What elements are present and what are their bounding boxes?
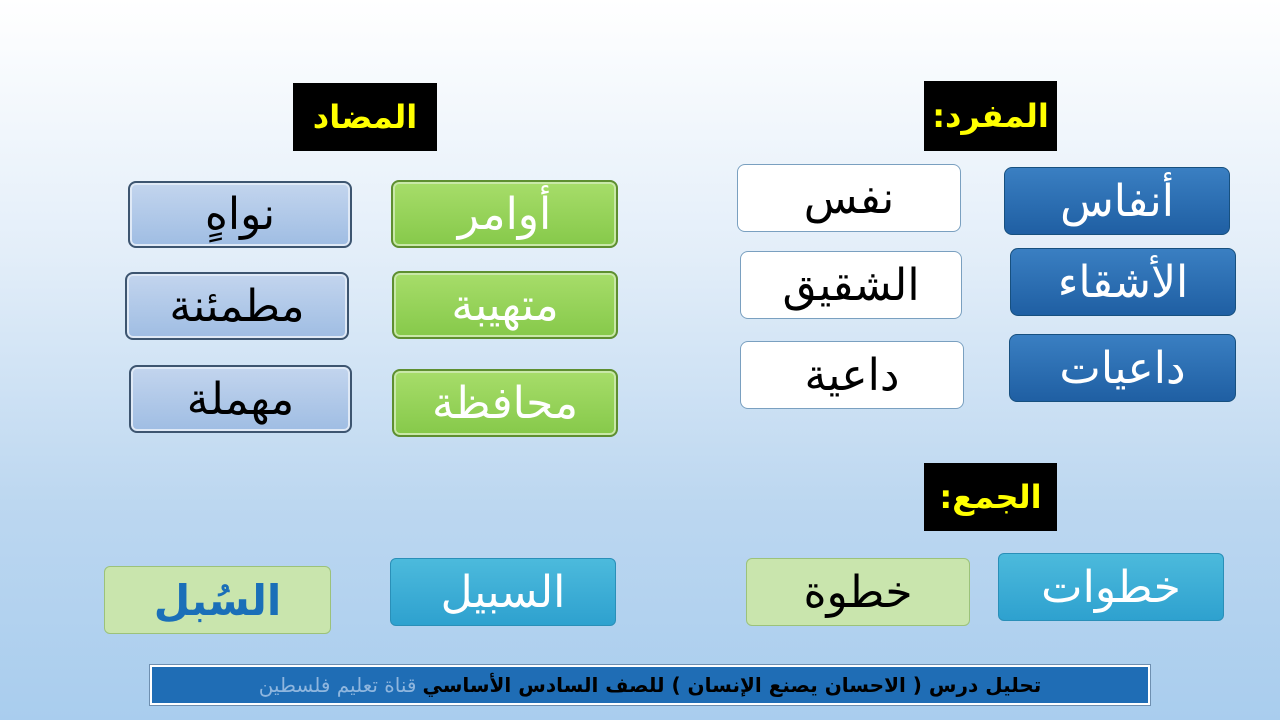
word-box-mutahayyiba[interactable]: متهيبة xyxy=(392,271,618,339)
heading-jam: الجمع: xyxy=(924,463,1057,531)
word-box-khutwa[interactable]: خطوة xyxy=(746,558,970,626)
footer-title: تحليل درس ( الاحسان يصنع الإنسان ) للصف السادس الأساسي xyxy=(422,673,1042,697)
word-box-mutmainna[interactable]: مطمئنة xyxy=(125,272,349,340)
footer-channel: قناة تعليم فلسطين xyxy=(258,673,417,697)
word-box-alsubul[interactable]: السُبل xyxy=(104,566,331,634)
word-box-nawahin[interactable]: نواهٍ xyxy=(128,181,352,248)
heading-mufrad: المفرد: xyxy=(924,81,1057,151)
word-box-daiyat[interactable]: داعيات xyxy=(1009,334,1236,402)
word-box-muhmila[interactable]: مهملة xyxy=(129,365,352,433)
word-box-alashqaa[interactable]: الأشقاء xyxy=(1010,248,1236,316)
heading-mudad: المضاد xyxy=(293,83,437,151)
word-box-alsabeel[interactable]: السبيل xyxy=(390,558,616,626)
word-box-daiya[interactable]: داعية xyxy=(740,341,964,409)
word-box-muhafiza[interactable]: محافظة xyxy=(392,369,618,437)
word-box-khutuwat[interactable]: خطوات xyxy=(998,553,1224,621)
word-box-anfas[interactable]: أنفاس xyxy=(1004,167,1230,235)
footer-bar xyxy=(150,665,1150,705)
word-box-alshaqeeq[interactable]: الشقيق xyxy=(740,251,962,319)
word-box-awamer[interactable]: أوامر xyxy=(391,180,618,248)
word-box-nafs[interactable]: نفس xyxy=(737,164,961,232)
